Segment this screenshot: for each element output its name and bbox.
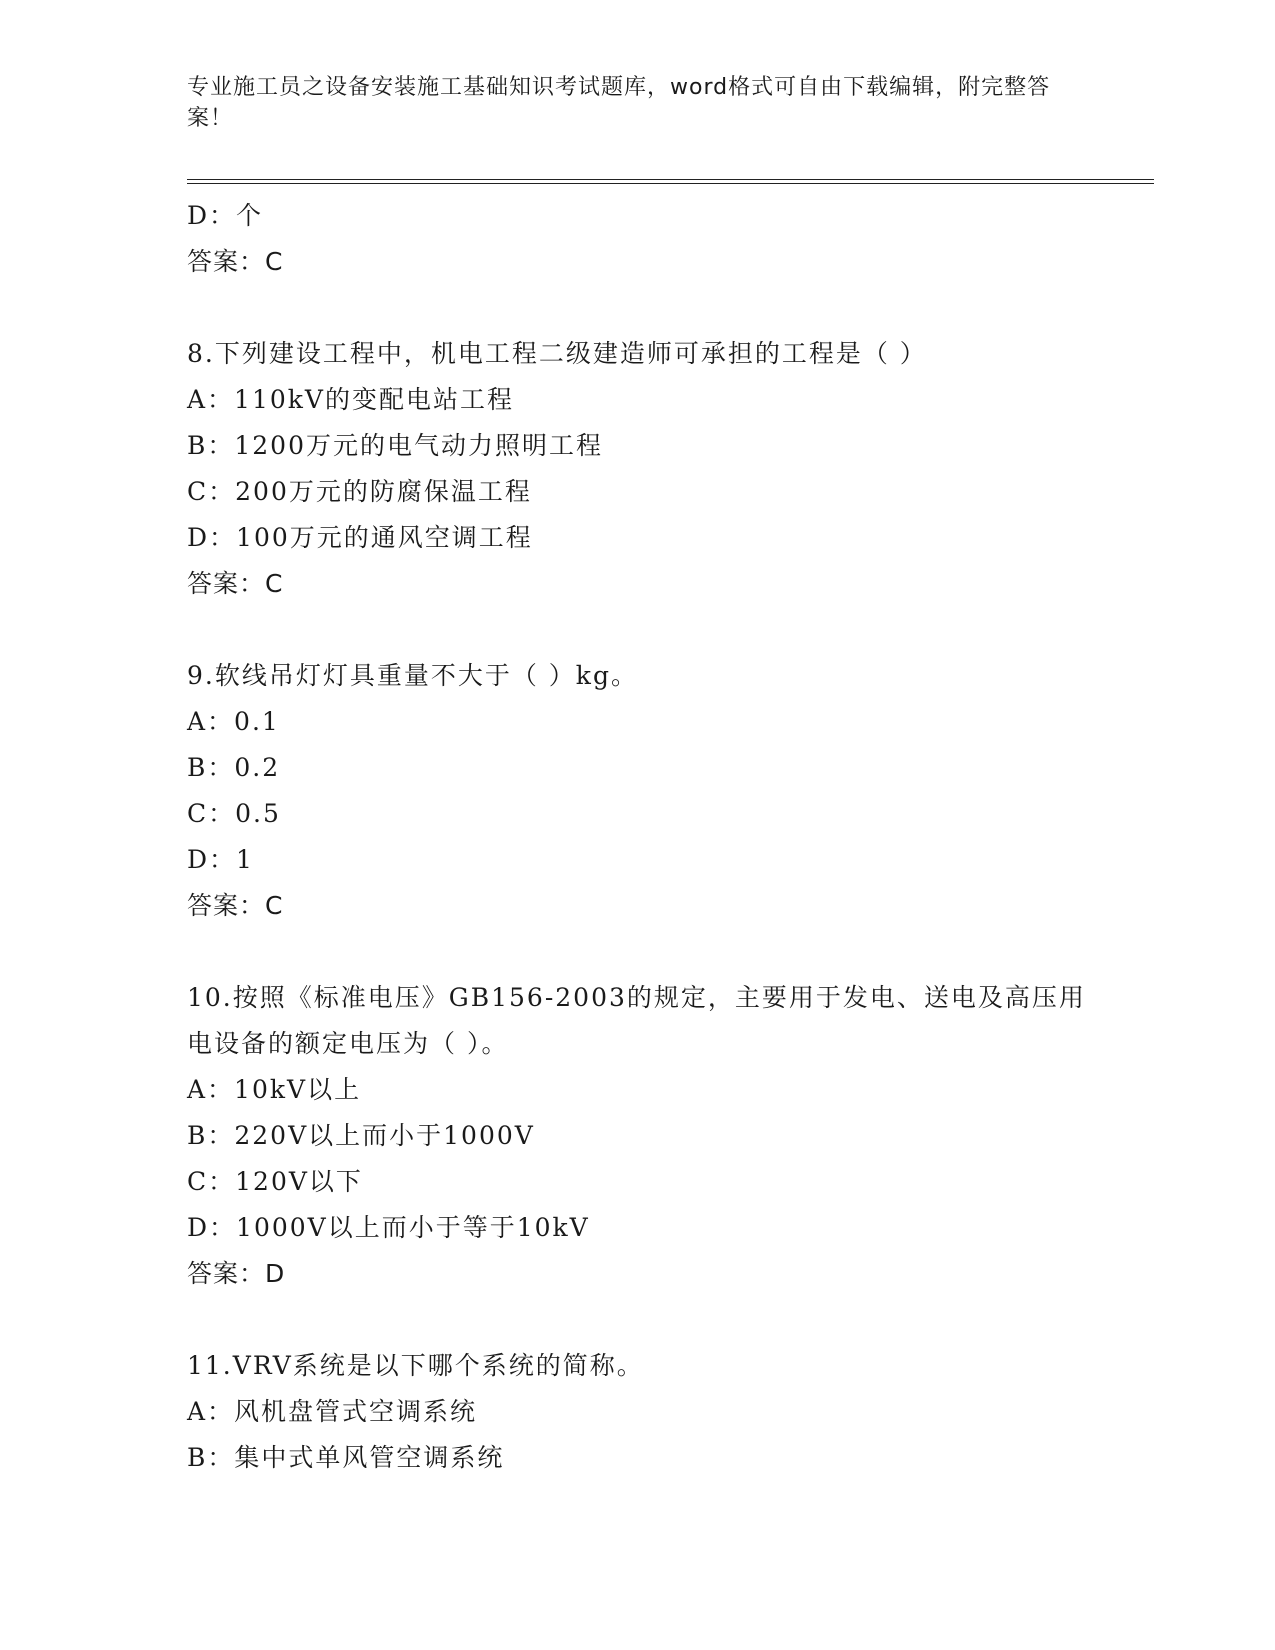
option-a: A：10kV以上: [187, 1075, 362, 1104]
option-c: C：120V以下: [187, 1167, 363, 1196]
option-a: A：0.1: [187, 707, 280, 736]
question-11: [187, 1343, 1154, 1481]
option-b: B：0.2: [187, 753, 281, 782]
question-stem: 10.按照《标准电压》GB156-2003的规定，主要用于发电、送电及高压用电设备的额定电压为（ ）。: [187, 983, 1086, 1058]
answer-line: 答案：C: [187, 569, 284, 598]
option-b: B：220V以上而小于1000V: [187, 1121, 535, 1150]
option-b: B：集中式单风管空调系统: [187, 1443, 505, 1472]
header-rule-top: [187, 179, 1154, 180]
option-d: D：1: [187, 845, 254, 874]
question-stem: 8.下列建设工程中，机电工程二级建造师可承担的工程是（ ）: [187, 339, 927, 368]
option-a: A：110kV的变配电站工程: [187, 385, 514, 414]
question-10: [187, 975, 1154, 1297]
question-stem: 9.软线吊灯灯具重量不大于（ ）kg。: [187, 661, 638, 690]
answer-line: 答案：C: [187, 891, 284, 920]
question-8: [187, 331, 1154, 607]
answer-line: 答案：D: [187, 1259, 286, 1288]
option-d: D：1000V以上而小于等于10kV: [187, 1213, 590, 1242]
question-9: [187, 653, 1154, 929]
option-c: C：200万元的防腐保温工程: [187, 477, 532, 506]
question-stem: 11.VRV系统是以下哪个系统的简称。: [187, 1351, 644, 1380]
option-c: C：0.5: [187, 799, 281, 828]
question-list: [187, 193, 1154, 1481]
answer-line: 答案：C: [187, 247, 284, 276]
option-d: D：个: [187, 201, 264, 230]
option-a: A：风机盘管式空调系统: [187, 1397, 478, 1426]
header-rule-bottom: [187, 183, 1154, 184]
option-d: D：100万元的通风空调工程: [187, 523, 533, 552]
option-b: B：1200万元的电气动力照明工程: [187, 431, 603, 460]
document-header: 专业施工员之设备安装施工基础知识考试题库，word格式可自由下载编辑，附完整答案！: [187, 75, 1051, 131]
